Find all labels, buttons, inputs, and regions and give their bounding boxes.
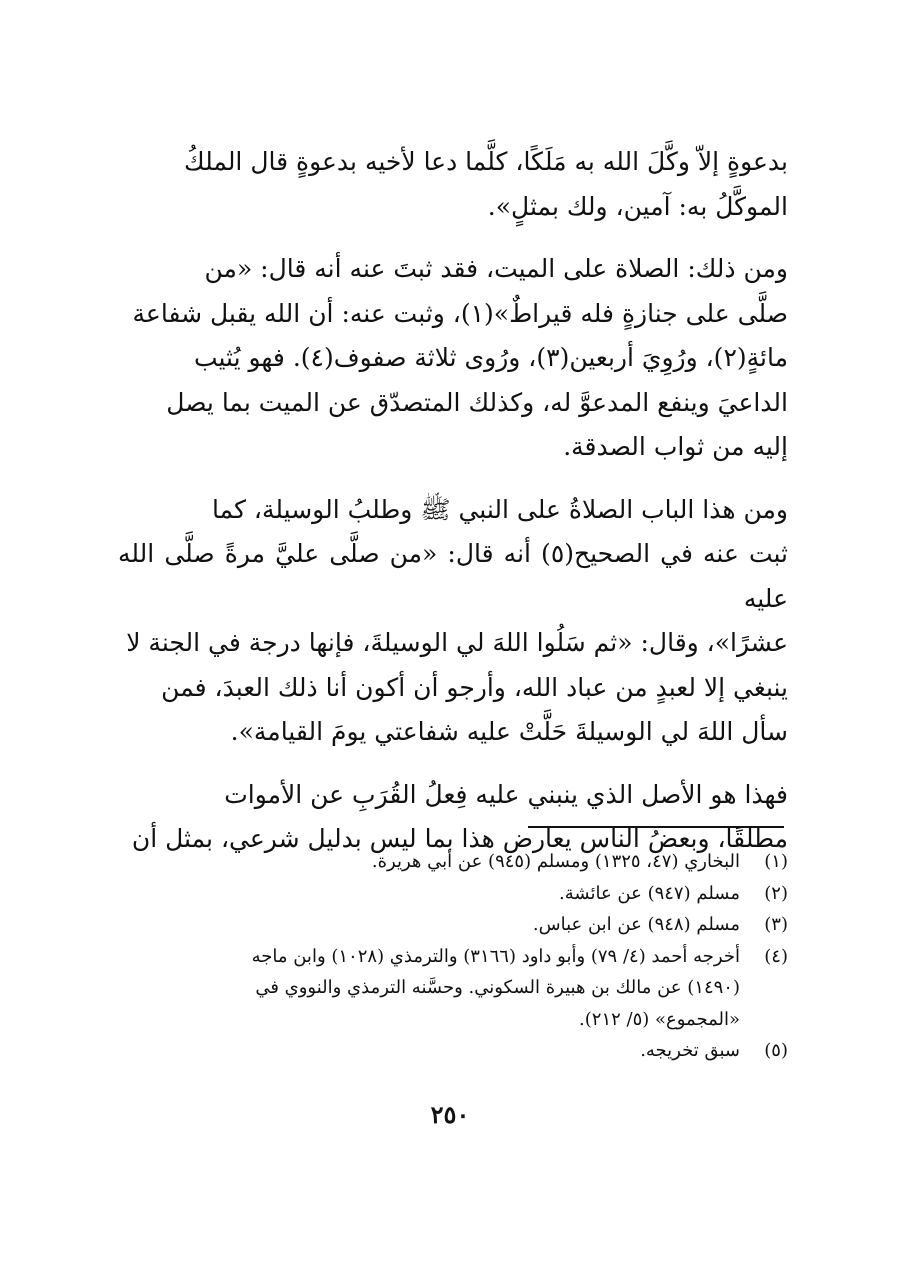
text-line: ينبغي إلا لعبدٍ من عباد الله، وأرجو أن أكون أنا ذلك العبدَ، فمن [161, 672, 788, 702]
text-line: مطلقًا، وبعضُ الناس يعارض هذا بما ليس بدليل شرعي، بمثل أن [131, 824, 788, 853]
page-number: ٢٥٠ [430, 1100, 470, 1129]
text-line: بدعوةٍ إلاّ وكَّلَ الله به مَلَكًا، كلَّما دعا لأخيه بدعوةٍ قال الملكُ [184, 147, 788, 176]
footnote-5 [118, 1035, 788, 1067]
footnote-text [118, 878, 740, 910]
text-line: ومن ذلك: الصلاة على الميت، فقد ثبتَ عنه أنه قال: «من [204, 254, 788, 283]
text-line: الداعيَ وينفع المدعوَّ له، وكذلك المتصدّق عن الميت بما يصل [166, 387, 788, 417]
footnote-text [118, 1035, 740, 1067]
footnote-separator [528, 826, 784, 828]
text-line: عشرًا»، وقال: «ثم سَلُوا اللهَ لي الوسيلةَ، فإنها درجة في الجنة لا [126, 628, 788, 657]
footnote-4 [118, 941, 788, 1036]
paragraph-2 [118, 247, 788, 470]
text-line: الموكَّلُ به: آمين، ولك بمثلٍ». [487, 191, 788, 221]
text-line: مائةٍ(٢)، ورُوِيَ أربعين(٣)، ورُوى ثلاثة صفوف(٤). فهو يُثيب [193, 343, 788, 372]
footnote-line: «المجموع» (٥/ ٢١٢). [579, 1008, 740, 1030]
footnotes [118, 846, 788, 1067]
paragraph-3 [118, 488, 788, 755]
footnote-text [118, 941, 740, 1036]
footnote-line: مسلم (٩٤٧) عن عائشة. [559, 882, 740, 904]
footnote-number: (٢) [764, 882, 788, 904]
footnote-2 [118, 878, 788, 910]
footnote-line: أخرجه أحمد (٤/ ٧٩) وأبو داود (٣١٦٦) والترمذي (١٠٢٨) وابن ماجه [251, 945, 740, 967]
text-line: سأل اللهَ لي الوسيلةَ حَلَّتْ عليه شفاعتي يومَ القيامة». [230, 717, 788, 746]
footnote-text [118, 846, 740, 878]
footnote-text [118, 909, 740, 941]
footnote-1 [118, 846, 788, 878]
footnote-line: مسلم (٩٤٨) عن ابن عباس. [532, 914, 740, 935]
text-line: إليه من ثواب الصدقة. [563, 432, 788, 461]
footnote-number: (٤) [764, 945, 788, 967]
footnote-number: (١) [764, 851, 788, 872]
footnote-line: البخاري (٤٧، ١٣٢٥) ومسلم (٩٤٥) عن أبي هريرة. [371, 851, 740, 872]
footnote-number: (٥) [764, 1040, 788, 1061]
footnote-line: سبق تخريجه. [640, 1040, 740, 1061]
footnote-number: (٣) [764, 914, 788, 935]
paragraph-1 [118, 140, 788, 229]
main-text [118, 140, 788, 880]
text-line: ثبت عنه في الصحيح(٥) أنه قال: «من صلَّى عليَّ مرةً صلَّى الله عليه [118, 539, 789, 613]
footnote-3 [118, 909, 788, 941]
text-line: ومن هذا الباب الصلاةُ على النبي ﷺ وطلبُ الوسيلة، كما [212, 494, 788, 524]
footnote-line: (١٤٩٠) عن مالك بن هبيرة السكوني. وحسَّنه الترمذي والنووي في [255, 977, 740, 998]
text-line: فهذا هو الأصل الذي ينبني عليه فِعلُ القُرَبِ عن الأموات [224, 779, 788, 809]
text-line: صلَّى على جنازةٍ فله قيراطٌ»(١)، وثبت عنه: أن الله يقبل شفاعة [132, 298, 788, 328]
